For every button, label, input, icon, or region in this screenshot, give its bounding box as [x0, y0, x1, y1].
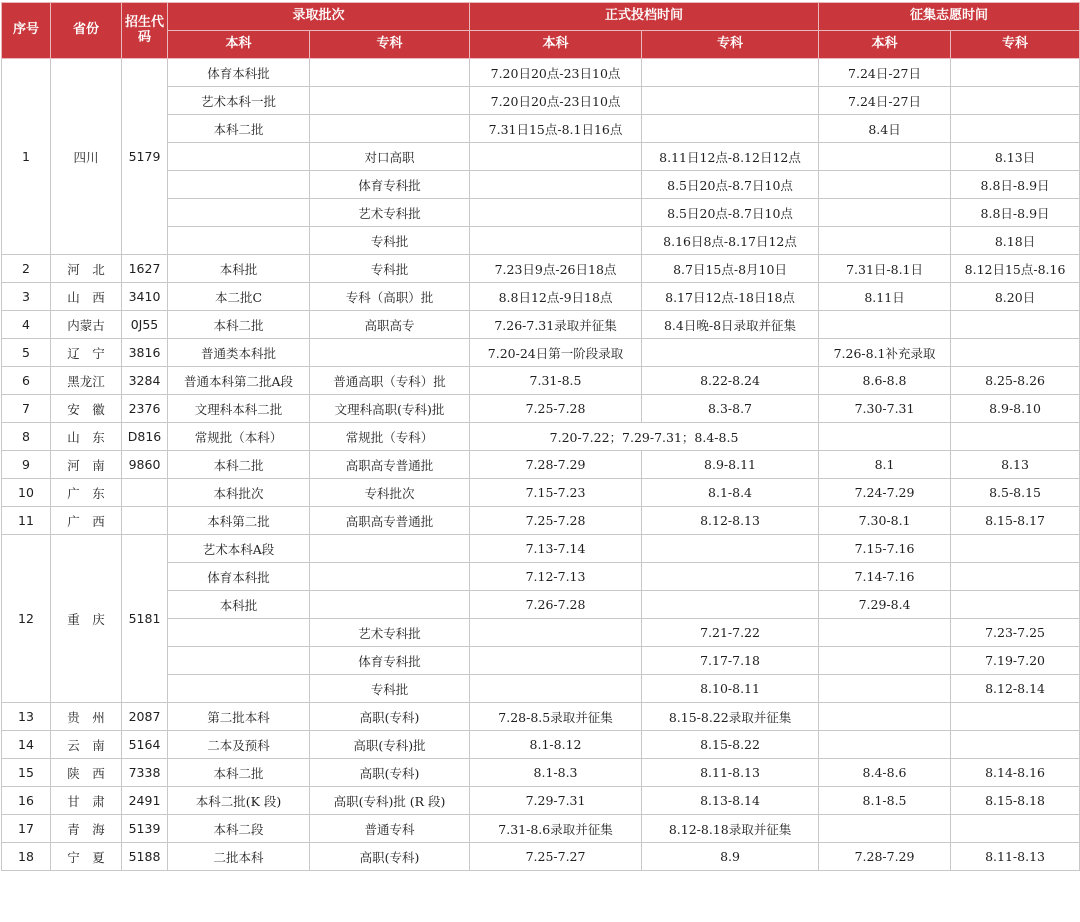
cell-code: 5139	[122, 815, 168, 843]
cell-bk-solicit	[819, 311, 951, 339]
cell-seq: 2	[2, 255, 51, 283]
cell-zk-solicit: 7.23-7.25	[951, 619, 1080, 647]
cell-seq: 7	[2, 395, 51, 423]
cell-province: 河 北	[51, 255, 122, 283]
cell-province: 山 东	[51, 423, 122, 451]
cell-zk-solicit: 8.9-8.10	[951, 395, 1080, 423]
cell-seq: 17	[2, 815, 51, 843]
cell-bk-solicit: 8.4日	[819, 115, 951, 143]
cell-bk-batch: 第二批本科	[168, 703, 310, 731]
cell-zk-submit: 7.17-7.18	[642, 647, 819, 675]
cell-bk-solicit	[819, 199, 951, 227]
cell-bk-submit: 7.25-7.28	[470, 395, 642, 423]
cell-zk-batch	[310, 563, 470, 591]
cell-zk-submit: 8.10-8.11	[642, 675, 819, 703]
cell-zk-batch: 高职(专科)批 (R 段)	[310, 787, 470, 815]
cell-zk-solicit	[951, 591, 1080, 619]
table-row	[2, 339, 1080, 367]
cell-code: 7338	[122, 759, 168, 787]
cell-zk-submit	[642, 87, 819, 115]
header-seq: 序号	[2, 3, 51, 59]
table-row	[2, 423, 1080, 451]
cell-code: 2491	[122, 787, 168, 815]
cell-zk-solicit	[951, 703, 1080, 731]
cell-bk-batch: 本科二批	[168, 451, 310, 479]
cell-seq: 4	[2, 311, 51, 339]
table-row	[2, 535, 1080, 563]
cell-zk-batch	[310, 535, 470, 563]
cell-bk-batch: 本科二段	[168, 815, 310, 843]
cell-zk-submit: 8.12-8.18录取并征集	[642, 815, 819, 843]
cell-zk-submit: 8.7日15点-8月10日	[642, 255, 819, 283]
cell-zk-batch: 高职高专普通批	[310, 451, 470, 479]
cell-zk-submit: 8.1-8.4	[642, 479, 819, 507]
cell-zk-submit	[642, 339, 819, 367]
cell-zk-solicit	[951, 535, 1080, 563]
cell-zk-batch	[310, 115, 470, 143]
table-row	[2, 479, 1080, 507]
header-submit-zk: 专科	[642, 31, 819, 59]
cell-zk-batch: 专科批	[310, 675, 470, 703]
cell-bk-batch: 体育本科批	[168, 563, 310, 591]
cell-bk-submit: 7.26-7.31录取并征集	[470, 311, 642, 339]
cell-bk-submit	[470, 619, 642, 647]
cell-seq: 15	[2, 759, 51, 787]
cell-province: 陕 西	[51, 759, 122, 787]
cell-bk-batch: 普通类本科批	[168, 339, 310, 367]
cell-zk-submit: 8.5日20点-8.7日10点	[642, 171, 819, 199]
table-row	[2, 451, 1080, 479]
cell-province: 四川	[51, 59, 122, 255]
cell-province: 贵 州	[51, 703, 122, 731]
table-row	[2, 815, 1080, 843]
table-body	[2, 59, 1080, 871]
cell-code: 2087	[122, 703, 168, 731]
cell-zk-batch: 普通高职（专科）批	[310, 367, 470, 395]
cell-zk-batch	[310, 87, 470, 115]
cell-zk-submit: 8.5日20点-8.7日10点	[642, 199, 819, 227]
cell-zk-batch	[310, 339, 470, 367]
cell-seq: 6	[2, 367, 51, 395]
cell-zk-solicit: 8.8日-8.9日	[951, 199, 1080, 227]
cell-zk-solicit	[951, 311, 1080, 339]
cell-bk-solicit	[819, 647, 951, 675]
cell-seq: 9	[2, 451, 51, 479]
cell-bk-batch: 本科第二批	[168, 507, 310, 535]
cell-zk-solicit: 8.25-8.26	[951, 367, 1080, 395]
cell-zk-solicit: 8.15-8.18	[951, 787, 1080, 815]
cell-code: 2376	[122, 395, 168, 423]
cell-zk-batch: 艺术专科批	[310, 199, 470, 227]
cell-zk-solicit	[951, 563, 1080, 591]
cell-bk-batch: 体育本科批	[168, 59, 310, 87]
cell-bk-batch: 艺术本科A段	[168, 535, 310, 563]
cell-zk-solicit: 8.13日	[951, 143, 1080, 171]
cell-bk-submit: 8.1-8.3	[470, 759, 642, 787]
cell-bk-solicit: 7.31日-8.1日	[819, 255, 951, 283]
cell-seq: 14	[2, 731, 51, 759]
table-row	[2, 843, 1080, 871]
cell-bk-solicit	[819, 619, 951, 647]
cell-seq: 18	[2, 843, 51, 871]
cell-bk-submit: 8.1-8.12	[470, 731, 642, 759]
cell-bk-submit: 7.20-24日第一阶段录取	[470, 339, 642, 367]
cell-zk-solicit: 8.12-8.14	[951, 675, 1080, 703]
cell-zk-solicit: 8.8日-8.9日	[951, 171, 1080, 199]
cell-bk-submit: 7.13-7.14	[470, 535, 642, 563]
cell-zk-solicit: 8.5-8.15	[951, 479, 1080, 507]
cell-seq: 13	[2, 703, 51, 731]
cell-code: 5164	[122, 731, 168, 759]
cell-zk-batch: 常规批（专科）	[310, 423, 470, 451]
cell-seq: 8	[2, 423, 51, 451]
cell-zk-batch	[310, 591, 470, 619]
cell-zk-batch: 高职高专普通批	[310, 507, 470, 535]
cell-bk-solicit: 8.1	[819, 451, 951, 479]
cell-zk-submit: 8.11日12点-8.12日12点	[642, 143, 819, 171]
cell-bk-batch: 艺术本科一批	[168, 87, 310, 115]
cell-bk-solicit: 8.1-8.5	[819, 787, 951, 815]
cell-zk-submit	[642, 591, 819, 619]
cell-code: 3410	[122, 283, 168, 311]
cell-bk-solicit: 7.30-7.31	[819, 395, 951, 423]
cell-bk-submit	[470, 675, 642, 703]
cell-bk-submit: 7.23日9点-26日18点	[470, 255, 642, 283]
cell-code: 5188	[122, 843, 168, 871]
cell-bk-batch: 常规批（本科）	[168, 423, 310, 451]
cell-bk-batch	[168, 675, 310, 703]
cell-bk-batch: 二本及预科	[168, 731, 310, 759]
table-header	[2, 3, 1080, 59]
cell-zk-solicit	[951, 115, 1080, 143]
cell-zk-submit	[642, 563, 819, 591]
cell-code	[122, 479, 168, 507]
cell-seq: 1	[2, 59, 51, 255]
cell-bk-batch: 本科批次	[168, 479, 310, 507]
cell-bk-submit: 7.31-8.5	[470, 367, 642, 395]
cell-zk-submit	[642, 59, 819, 87]
cell-seq: 12	[2, 535, 51, 703]
cell-zk-batch: 艺术专科批	[310, 619, 470, 647]
cell-province: 河 南	[51, 451, 122, 479]
cell-zk-batch: 高职高专	[310, 311, 470, 339]
cell-zk-solicit: 8.20日	[951, 283, 1080, 311]
cell-province: 黑龙江	[51, 367, 122, 395]
cell-bk-batch	[168, 227, 310, 255]
cell-bk-submit: 7.15-7.23	[470, 479, 642, 507]
cell-zk-submit: 7.21-7.22	[642, 619, 819, 647]
cell-bk-submit: 7.28-8.5录取并征集	[470, 703, 642, 731]
cell-bk-solicit: 7.26-8.1补充录取	[819, 339, 951, 367]
cell-zk-solicit: 8.12日15点-8.16	[951, 255, 1080, 283]
header-solicit-bk: 本科	[819, 31, 951, 59]
cell-bk-solicit: 8.4-8.6	[819, 759, 951, 787]
cell-code: D816	[122, 423, 168, 451]
cell-bk-solicit: 7.15-7.16	[819, 535, 951, 563]
cell-zk-solicit: 8.18日	[951, 227, 1080, 255]
cell-bk-solicit: 7.24日-27日	[819, 87, 951, 115]
cell-code: 5181	[122, 535, 168, 703]
cell-bk-solicit: 8.6-8.8	[819, 367, 951, 395]
cell-bk-submit: 8.8日12点-9日18点	[470, 283, 642, 311]
cell-merged-submit: 7.20-7.22；7.29-7.31；8.4-8.5	[470, 423, 819, 451]
header-code: 招生代码	[122, 3, 168, 59]
cell-bk-submit: 7.26-7.28	[470, 591, 642, 619]
table-row	[2, 731, 1080, 759]
cell-bk-batch: 普通本科第二批A段	[168, 367, 310, 395]
table-row	[2, 787, 1080, 815]
table-row	[2, 367, 1080, 395]
cell-zk-batch: 对口高职	[310, 143, 470, 171]
header-solicit-time: 征集志愿时间	[819, 3, 1080, 31]
cell-bk-solicit: 7.28-7.29	[819, 843, 951, 871]
cell-bk-batch: 二批本科	[168, 843, 310, 871]
cell-bk-solicit	[819, 143, 951, 171]
cell-province: 甘 肃	[51, 787, 122, 815]
table-row	[2, 283, 1080, 311]
cell-bk-submit	[470, 143, 642, 171]
cell-zk-batch: 高职(专科)	[310, 843, 470, 871]
cell-province: 山 西	[51, 283, 122, 311]
cell-province: 广 东	[51, 479, 122, 507]
cell-bk-batch: 本二批C	[168, 283, 310, 311]
cell-bk-solicit: 7.24-7.29	[819, 479, 951, 507]
cell-bk-solicit: 7.24日-27日	[819, 59, 951, 87]
cell-bk-solicit: 7.30-8.1	[819, 507, 951, 535]
cell-bk-submit: 7.31日15点-8.1日16点	[470, 115, 642, 143]
cell-zk-submit	[642, 115, 819, 143]
cell-zk-batch: 体育专科批	[310, 647, 470, 675]
cell-zk-submit: 8.4日晚-8日录取并征集	[642, 311, 819, 339]
cell-seq: 3	[2, 283, 51, 311]
cell-zk-batch: 专科批	[310, 255, 470, 283]
table-row	[2, 507, 1080, 535]
header-batch: 录取批次	[168, 3, 470, 31]
cell-code: 3284	[122, 367, 168, 395]
cell-bk-solicit	[819, 227, 951, 255]
cell-zk-submit: 8.9	[642, 843, 819, 871]
cell-code: 3816	[122, 339, 168, 367]
cell-bk-batch: 本科二批(K 段)	[168, 787, 310, 815]
cell-code: 9860	[122, 451, 168, 479]
cell-province: 安 徽	[51, 395, 122, 423]
cell-zk-solicit	[951, 815, 1080, 843]
cell-bk-batch: 本科二批	[168, 311, 310, 339]
cell-bk-solicit	[819, 703, 951, 731]
cell-bk-batch: 本科二批	[168, 115, 310, 143]
table-row	[2, 59, 1080, 87]
cell-zk-batch: 专科批次	[310, 479, 470, 507]
cell-zk-submit: 8.13-8.14	[642, 787, 819, 815]
cell-zk-submit	[642, 535, 819, 563]
cell-bk-submit: 7.25-7.28	[470, 507, 642, 535]
cell-bk-solicit: 7.29-8.4	[819, 591, 951, 619]
cell-bk-batch: 本科批	[168, 255, 310, 283]
cell-bk-solicit: 7.14-7.16	[819, 563, 951, 591]
cell-zk-batch: 普通专科	[310, 815, 470, 843]
cell-seq: 11	[2, 507, 51, 535]
admission-schedule-table	[1, 2, 1080, 871]
cell-bk-solicit	[819, 815, 951, 843]
cell-province: 青 海	[51, 815, 122, 843]
cell-bk-batch	[168, 619, 310, 647]
cell-province: 重 庆	[51, 535, 122, 703]
header-batch-bk: 本科	[168, 31, 310, 59]
cell-zk-batch: 体育专科批	[310, 171, 470, 199]
cell-bk-submit: 7.20日20点-23日10点	[470, 59, 642, 87]
cell-bk-submit: 7.29-7.31	[470, 787, 642, 815]
cell-province: 宁 夏	[51, 843, 122, 871]
cell-zk-batch: 专科批	[310, 227, 470, 255]
cell-province: 广 西	[51, 507, 122, 535]
cell-zk-solicit	[951, 423, 1080, 451]
cell-zk-submit: 8.16日8点-8.17日12点	[642, 227, 819, 255]
cell-zk-batch: 高职(专科)	[310, 703, 470, 731]
cell-province: 内蒙古	[51, 311, 122, 339]
cell-zk-submit: 8.15-8.22录取并征集	[642, 703, 819, 731]
header-submit-bk: 本科	[470, 31, 642, 59]
cell-zk-solicit	[951, 87, 1080, 115]
cell-bk-submit	[470, 227, 642, 255]
cell-zk-batch: 高职(专科)批	[310, 731, 470, 759]
table-row	[2, 703, 1080, 731]
table-row	[2, 759, 1080, 787]
cell-zk-submit: 8.12-8.13	[642, 507, 819, 535]
cell-seq: 16	[2, 787, 51, 815]
cell-zk-submit: 8.22-8.24	[642, 367, 819, 395]
cell-zk-solicit	[951, 731, 1080, 759]
cell-zk-solicit: 8.11-8.13	[951, 843, 1080, 871]
table-row	[2, 255, 1080, 283]
header-solicit-zk: 专科	[951, 31, 1080, 59]
cell-code: 0J55	[122, 311, 168, 339]
cell-seq: 5	[2, 339, 51, 367]
cell-bk-submit	[470, 171, 642, 199]
cell-code: 5179	[122, 59, 168, 255]
cell-zk-submit: 8.11-8.13	[642, 759, 819, 787]
cell-bk-batch: 本科批	[168, 591, 310, 619]
cell-bk-submit: 7.31-8.6录取并征集	[470, 815, 642, 843]
cell-zk-batch: 文理科高职(专科)批	[310, 395, 470, 423]
cell-zk-solicit	[951, 339, 1080, 367]
table-row	[2, 311, 1080, 339]
cell-zk-submit: 8.15-8.22	[642, 731, 819, 759]
cell-bk-batch	[168, 171, 310, 199]
cell-province: 云 南	[51, 731, 122, 759]
header-submit-time: 正式投档时间	[470, 3, 819, 31]
cell-bk-submit: 7.28-7.29	[470, 451, 642, 479]
cell-code: 1627	[122, 255, 168, 283]
cell-zk-solicit: 8.15-8.17	[951, 507, 1080, 535]
cell-zk-submit: 8.3-8.7	[642, 395, 819, 423]
cell-zk-solicit: 7.19-7.20	[951, 647, 1080, 675]
cell-bk-batch	[168, 199, 310, 227]
cell-zk-solicit: 8.13	[951, 451, 1080, 479]
cell-bk-submit	[470, 199, 642, 227]
cell-province: 辽 宁	[51, 339, 122, 367]
table-row	[2, 395, 1080, 423]
cell-zk-solicit	[951, 59, 1080, 87]
cell-bk-solicit	[819, 731, 951, 759]
cell-bk-solicit	[819, 675, 951, 703]
cell-seq: 10	[2, 479, 51, 507]
cell-bk-batch	[168, 647, 310, 675]
cell-bk-solicit	[819, 171, 951, 199]
cell-bk-batch: 文理科本科二批	[168, 395, 310, 423]
cell-bk-batch: 本科二批	[168, 759, 310, 787]
cell-bk-submit	[470, 647, 642, 675]
cell-bk-batch	[168, 143, 310, 171]
cell-zk-batch: 专科（高职）批	[310, 283, 470, 311]
cell-zk-batch	[310, 59, 470, 87]
cell-zk-submit: 8.17日12点-18日18点	[642, 283, 819, 311]
cell-zk-batch: 高职(专科)	[310, 759, 470, 787]
cell-bk-solicit	[819, 423, 951, 451]
header-province: 省份	[51, 3, 122, 59]
header-batch-zk: 专科	[310, 31, 470, 59]
cell-zk-submit: 8.9-8.11	[642, 451, 819, 479]
cell-bk-submit: 7.25-7.27	[470, 843, 642, 871]
cell-bk-submit: 7.12-7.13	[470, 563, 642, 591]
cell-bk-submit: 7.20日20点-23日10点	[470, 87, 642, 115]
cell-zk-solicit: 8.14-8.16	[951, 759, 1080, 787]
cell-code	[122, 507, 168, 535]
cell-bk-solicit: 8.11日	[819, 283, 951, 311]
